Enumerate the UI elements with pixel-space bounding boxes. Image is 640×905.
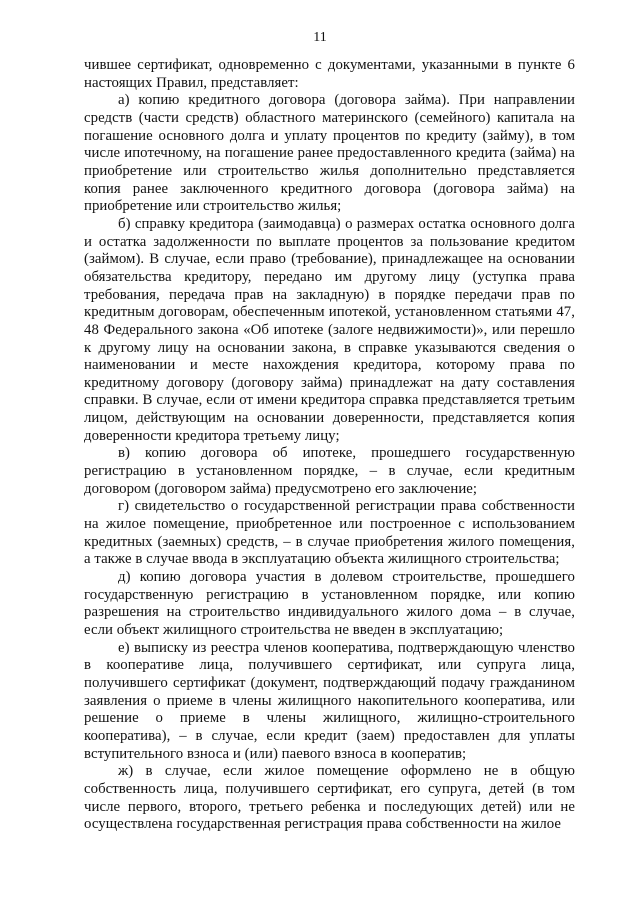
paragraph-item-d: д) копию договора участия в долевом строительстве, прошедшего государственную регистрацию в установленном порядке, или копию разрешения на строительство индивидуального жилого дома – в случае, если объект жилищного строительства не введен в эксплуатацию; <box>84 569 575 638</box>
paragraph-item-b: б) справку кредитора (заимодавца) о размерах остатка основного долга и остатка задолженности по выплате процентов за пользование кредитом (займом). В случае, если право (требование), принадлежащее на основании обязательства кредитору, передано им другому лицу (уступка права требования, передача прав на закладную) в порядке передачи прав по кредитным договорам, обеспеченным ипотекой, установленном статьями 47, 48 Федерального закона «Об ипотеке (залоге недвижимости)», или перешло к другому лицу на основании закона, в справке указываются сведения о наименовании и месте нахождения кредитора, которому права по кредитному договору (договору займа) принадлежат на дату составления справки. В случае, если от имени кредитора справка представляется третьим лицом, действующим на основании доверенности, представляется копия доверенности кредитора третьему лицу; <box>84 215 575 444</box>
paragraph-item-a: а) копию кредитного договора (договора займа). При направлении средств (части средств) областного материнского (семейного) капитала на погашение основного долга и уплату процентов по кредиту (займу), в том числе ипотечному, на погашение ранее предоставленного кредита (займа) на приобретение или строительство жилья дополнительно представляется копия ранее заключенного кредитного договора (договора займа) на приобретение или строительство жилья; <box>84 92 575 215</box>
document-body <box>84 57 575 834</box>
page-number: 11 <box>313 30 327 45</box>
paragraph-item-g: г) свидетельство о государственной регистрации права собственности на жилое помещение, приобретенное или построенное с использованием кредитных (заемных) средств, – в случае приобретения жилого помещения, а также в случае ввода в эксплуатацию объекта жилищного строительства; <box>84 498 575 568</box>
paragraph-item-v: в) копию договора об ипотеке, прошедшего государственную регистрацию в установленном порядке, – в случае, если кредитным договором (договором займа) предусмотрено его заключение; <box>84 445 575 497</box>
paragraph-continuation: чившее сертификат, одновременно с документами, указанными в пункте 6 настоящих Правил, представляет: <box>84 57 575 91</box>
paragraph-item-e: е) выписку из реестра членов кооператива, подтверждающую членство в кооперативе лица, получившего сертификат, или супруга лица, получившего сертификат (документ, подтверждающий подачу гражданином заявления о приеме в члены жилищного накопительного кооператива, или решение о приеме в члены жилищного, жилищно-строительного кооператива), – в случае, если кредит (заем) предоставлен для уплаты вступительного взноса и (или) паевого взноса в кооператив; <box>84 639 575 762</box>
paragraph-item-zh: ж) в случае, если жилое помещение оформлено не в общую собственность лица, получившего сертификат, его супруга, детей (в том числе первого, второго, третьего ребенка и последующих детей) или не осуществлена государственная регистрация права собственности на жилое <box>84 763 575 833</box>
